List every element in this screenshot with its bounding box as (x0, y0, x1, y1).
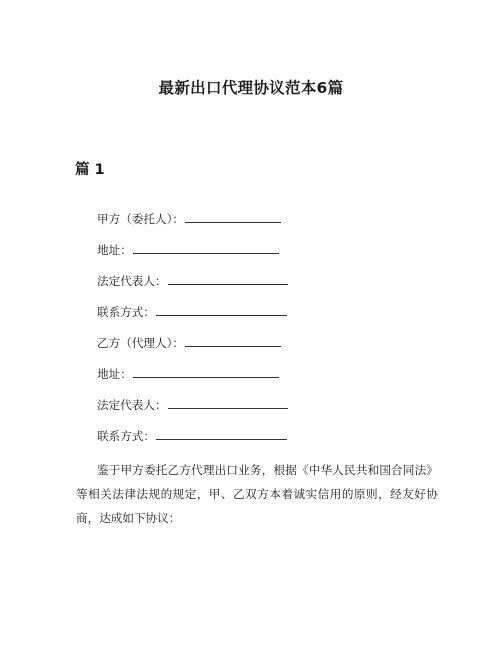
field-label: 法定代表人： (97, 398, 167, 412)
fill-blank (185, 334, 281, 347)
field-party-a-representative (97, 272, 288, 290)
field-party-b-address (97, 365, 279, 383)
fill-blank (185, 210, 281, 223)
field-label: 甲方（委托人）： (97, 212, 184, 226)
fill-blank (168, 272, 288, 285)
section-heading: 篇 1 (75, 162, 105, 178)
field-party-b (97, 334, 281, 352)
field-label: 地址： (97, 367, 132, 381)
fill-blank (156, 303, 287, 316)
fill-blank (133, 365, 279, 378)
document-title: 最新出口代理协议范本6篇 (158, 79, 344, 97)
field-label: 地址： (97, 243, 132, 257)
field-party-a-address (97, 241, 279, 259)
fill-blank (168, 396, 288, 409)
field-party-b-contact (97, 427, 287, 445)
fill-blank (133, 241, 279, 254)
field-label: 联系方式： (97, 429, 155, 443)
field-label: 法定代表人： (97, 274, 167, 288)
field-party-a (97, 210, 281, 228)
field-label: 联系方式： (97, 305, 155, 319)
fill-blank (156, 427, 287, 440)
field-label: 乙方（代理人）： (97, 336, 184, 350)
preamble-paragraph: 鉴于甲方委托乙方代理出口业务，根据《中华人民共和国合同法》等相关法律法规的规定，甲、乙双方本着诚实信用的原则，经友好协商，达成如下协议： (76, 463, 438, 525)
field-party-a-contact (97, 303, 287, 321)
field-party-b-representative (97, 396, 288, 414)
